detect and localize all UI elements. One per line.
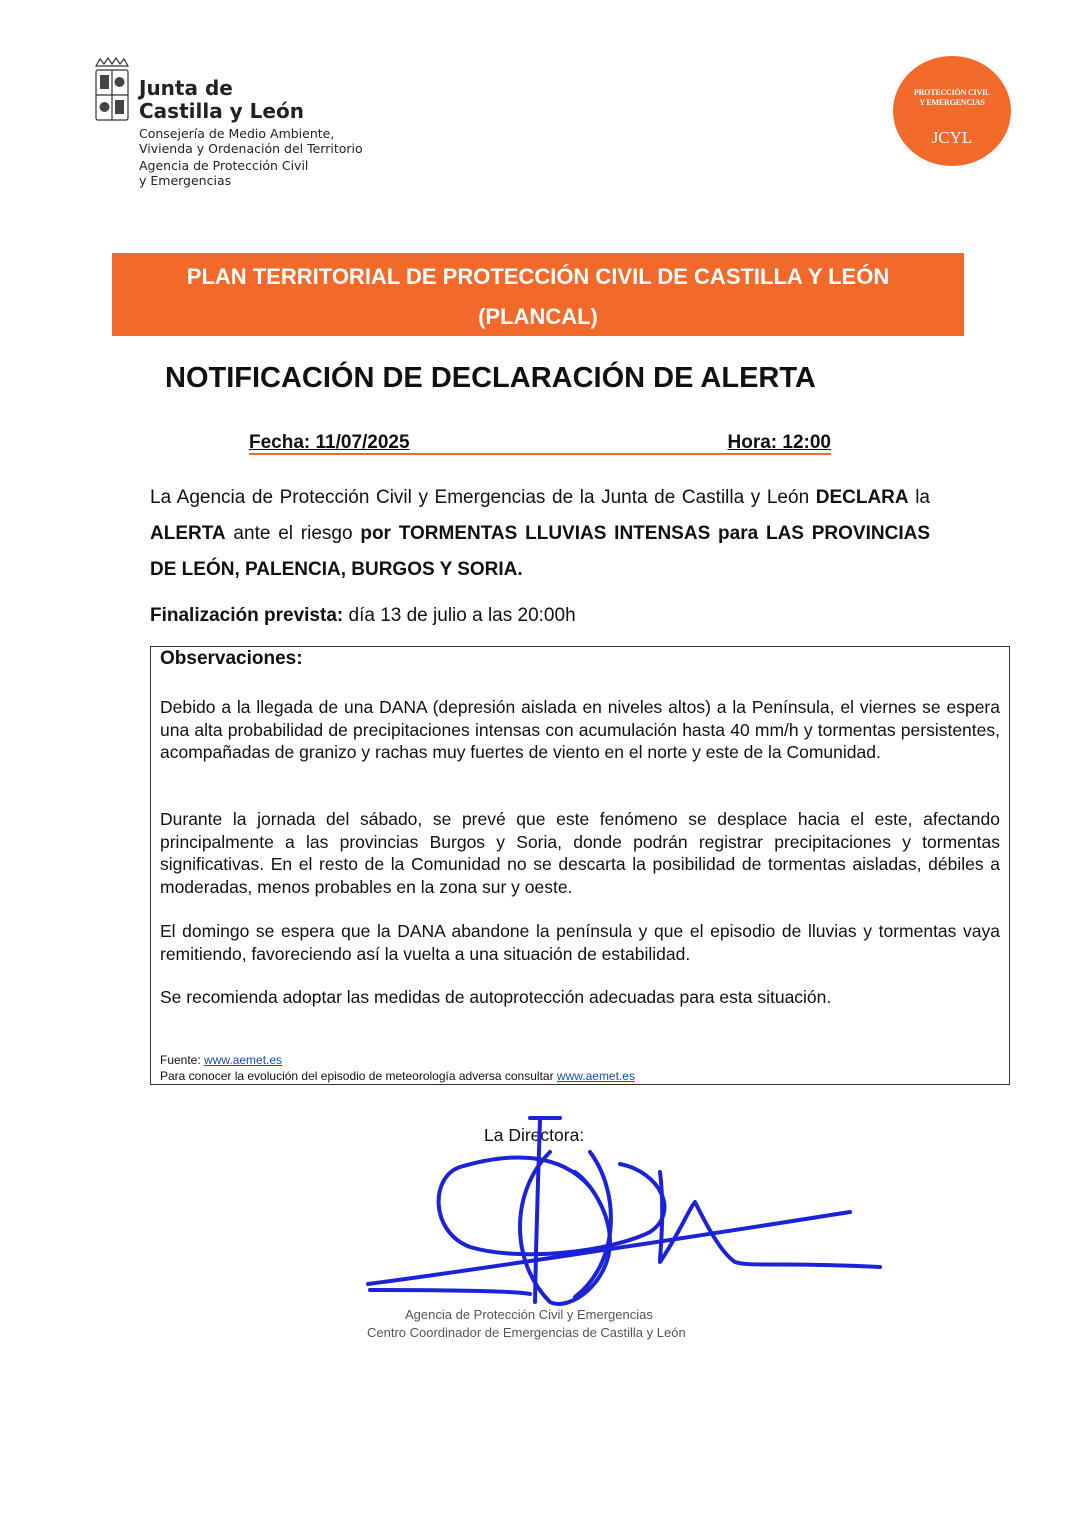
observation-paragraph-2: Durante la jornada del sábado, se prevé que este fenómeno se desplace hacia el este, afectando principalmente a las provincias Burgos y Soria, donde podrán registrar precipitaciones y tormentas significativas. En el resto de la Comunidad no se descarta la posibilidad de tormentas aisladas, débiles a moderadas, menos probables en la zona sur y oeste. [160,809,1000,897]
pc-logo-line2: Y EMERGENCIAS [919,98,985,107]
date-time-row [249,432,831,456]
consejeria-name [139,126,363,156]
director-label: La Directora: [484,1125,585,1145]
consult-link[interactable]: www.aemet.es [556,1069,635,1083]
declaration-t1: La Agencia de Protección Civil y Emergencias de la Junta de Castilla y León [150,487,816,508]
signature-image [360,1112,900,1312]
observation-paragraph-4: Se recomienda adoptar las medidas de autoprotección adecuadas para esta situación. [160,987,832,1007]
consejeria-line1: Consejería de Medio Ambiente, [139,126,335,141]
observation-paragraph-3: El domingo se espera que la DANA abandone la península y que el episodio de lluvias y tormentas vaya remitiendo, favoreciendo así la vuelta a una situación de estabilidad. [160,921,1000,964]
date-underline [249,453,831,455]
org-name-line1: Junta de [139,76,233,100]
source-link[interactable]: www.aemet.es [204,1053,283,1067]
observations-title: Observaciones: [160,648,303,669]
end-forecast-value: día 13 de julio a las 20:00h [343,605,576,626]
observation-paragraph-1: Debido a la llegada de una DANA (depresión aislada en niveles altos) a la Península, el viernes se espera una alta probabilidad de precipitaciones intensas con acumulación hasta 40 mm/h y tormentas persistentes, acompañadas de granizo y rachas muy fuertes de viento en el norte y este de la Comunidad. [160,697,1000,762]
pc-logo-line3: JCYL [931,128,973,147]
declaration-t3: ante el riesgo [225,523,361,544]
end-forecast [150,605,576,627]
pc-logo-text [893,88,1011,108]
coat-of-arms-icon [92,56,132,122]
end-forecast-label: Finalización prevista: [150,605,344,626]
proteccion-civil-logo [893,56,1011,166]
declaration-b2: ALERTA [150,523,226,544]
date-value: Fecha: 11/07/2025 [249,432,410,453]
agency-line2: y Emergencias [139,173,232,188]
declaration-t2: la [908,487,930,508]
source-label: Fuente: [160,1053,205,1067]
agency-line1: Agencia de Protección Civil [139,158,309,173]
consult-text: Para conocer la evolución del episodio de meteorología adversa consultar [160,1069,557,1083]
time-value: Hora: 12:00 [727,432,831,453]
banner-line1: PLAN TERRITORIAL DE PROTECCIÓN CIVIL DE CASTILLA Y LEÓN [186,264,890,289]
consejeria-line2: Vivienda y Ordenación del Territorio [139,141,363,156]
footer-agency: Agencia de Protección Civil y Emergencias [405,1307,653,1322]
declaration-b3: por TORMENTAS LLUVIAS INTENSAS para LAS PROVINCIAS DE LEÓN, PALENCIA, BURGOS Y SORIA. [150,523,930,580]
source-line [160,1053,282,1067]
declaration-b1: DECLARA [815,487,909,508]
footer-center: Centro Coordinador de Emergencias de Castilla y León [367,1325,686,1340]
plan-banner [112,253,964,336]
agency-name [139,158,308,188]
declaration-text [150,480,930,588]
page-title: NOTIFICACIÓN DE DECLARACIÓN DE ALERTA [165,362,816,394]
org-name-line2: Castilla y León [139,99,304,123]
pc-logo-line1: PROTECCIÓN CIVIL [913,88,991,97]
banner-line2: (PLANCAL) [478,304,598,329]
consult-line [160,1069,635,1083]
org-name [139,77,304,123]
